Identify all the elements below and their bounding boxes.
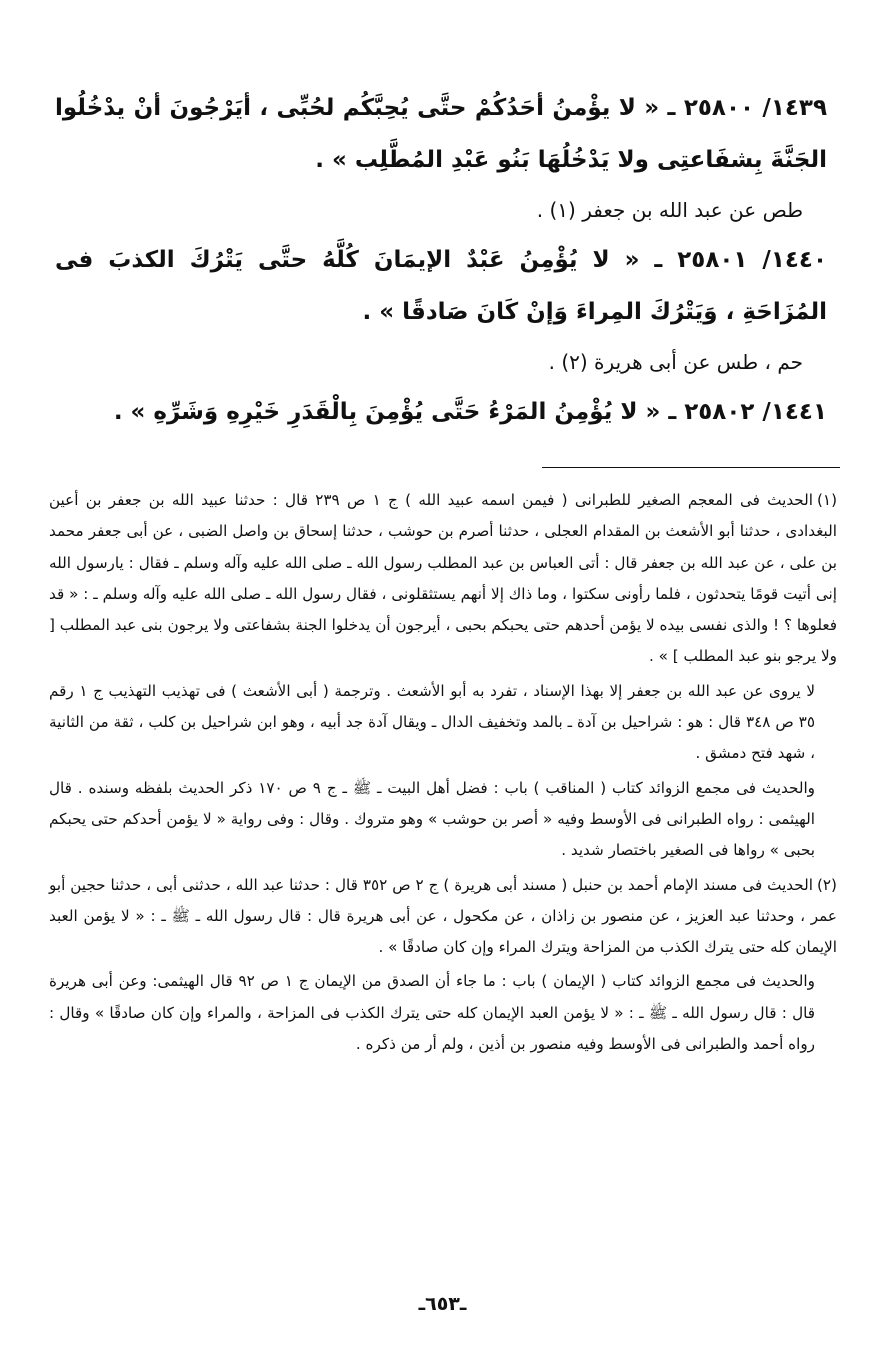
page-number: ـ٦٥٣ـ (418, 1293, 467, 1315)
footnote-2-text: الحديث فى مسند الإمام أحمد بن حنبل ( مسند أبى هريرة ) ج ٢ ص ٣٥٢ قال : حدثنا عبد الله ، حدثنى أبى ، حدثنا حجين أبو عمر ، وحدثنا عبد العزيز ، عن منصور بن زاذان ، عن مكحول ، عن أبى هريرة قال : قال رسول الله ـ ﷺ ـ : « لا يؤمن العبد الإيمان كله حتى يترك الكذب من المزاحة ويترك المراء وإن كان صادقًا » . (49, 875, 837, 957)
hadith-1440-source: حم ، طس عن أبى هريرة (٢) . (548, 350, 803, 374)
hadith-1441: ١٤٤١/ ٢٥٨٠٢ ـ « لا يُؤْمِنُ المَرْءُ حَتَّى يُؤْمِنَ بِالْقَدَرِ خَيْرِهِ وَشَرِّهِ » . (113, 399, 827, 425)
footnotes-section (49, 485, 837, 1063)
footnote-2-number: (٢) (816, 875, 837, 894)
footnote-divider (542, 467, 840, 468)
hadith-1440: ١٤٤٠/ ٢٥٨٠١ ـ « لا يُؤْمِنُ عَبْدٌ الإيمَانَ كُلَّهُ حتَّى يَتْرُكَ الكذبَ فى المُزَاحَةِ ، وَيَتْرُكَ المِراءَ وَإنْ كَانَ صَادقًا » . (55, 247, 827, 325)
footnote-1-paragraph-2: لا يروى عن عبد الله بن جعفر إلا بهذا الإسناد ، تفرد به أبو الأشعث . وترجمة ( أبى الأشعث ) فى تهذيب التهذيب ج ١ رقم ٣٥ ص ٣٤٨ قال : هو : شراحيل بن آدة ـ بالمد وتخفيف الدال ـ ويقال آدة جد أبيه ، وهو ابن شراحيل بن كلب ، ثقة من الثانية ، شهد فتح دمشق . (49, 681, 816, 763)
footnote-1 (49, 485, 837, 673)
footnote-1-paragraph-3: والحديث فى مجمع الزوائد كتاب ( المناقب ) باب : فضل أهل البيت ـ ﷺ ـ ج ٩ ص ١٧٠ ذكر الحديث بلفظه وسنده . قال الهيثمى : رواه الطبرانى فى الأوسط وفيه « أصر بن حوشب » وهو متروك . وقال : وفى رواية « لا يؤمن أحدكم حتى يحبكم بحبى » رواها فى الصغير باختصار شديد . (49, 778, 816, 860)
footnote-1-text: الحديث فى المعجم الصغير للطبرانى ( فيمن اسمه عبيد الله ) ج ١ ص ٢٣٩ قال : حدثنا عبيد الله بن جعفر بن أعين البغدادى ، حدثنا أبو الأشعث بن المقدام العجلى ، حدثنا أصرم بن حوشب ، حدثنا إسحاق بن واصل الضبى ، عن أبى جعفر محمد بن على ، عن عبد الله بن جعفر قال : أتى العباس بن عبد المطلب رسول الله ـ صلى الله عليه وآله وسلم ـ فقال : يارسول الله إنى أتيت قومًا يتحدثون ، فلما رأونى سكتوا ، وما ذاك إلا أنهم يستثقلونى ، فقال رسول الله ـ صلى الله عليه وآله وسلم ـ : « قد فعلوها ؟ ! والذى نفسى بيده لا يؤمن أحدهم حتى يحبكم بحبى ، أيرجون أن يدخلوا الجنة بشفاعتى ولا يرجون بنى عبد المطلب [ ولا يرجو بنو عبد المطلب ] » . (49, 491, 837, 666)
hadith-1439: ١٤٣٩/ ٢٥٨٠٠ ـ « لا يؤْمنُ أحَدُكُمْ حتَّى يُحِبَّكُم لحُبِّى ، أيَرْجُونَ أنْ يدْخُلُوا الجَنَّةَ بِشفَاعتِى ولا يَدْخُلُهَا بَنُو عَبْدِ المُطَّلِب » . (55, 95, 827, 173)
hadith-1439-source: طص عن عبد الله بن جعفر (١) . (536, 198, 803, 222)
footnote-2-paragraph-2: والحديث فى مجمع الزوائد كتاب ( الإيمان ) باب : ما جاء أن الصدق من الإيمان ج ١ ص ٩٢ قال الهيثمى: وعن أبى هريرة قال : قال رسول الله ـ ﷺ ـ : « لا يؤمن العبد الإيمان كله حتى يترك الكذب فى المزاحة ، والمراء وإن كان صادقًا » وقال : رواه أحمد والطبرانى فى الأوسط وفيه منصور بن أذين ، ولم أر من ذكره . (49, 972, 815, 1054)
footnote-1-number: (١) (816, 491, 837, 509)
footnote-2 (49, 870, 837, 964)
hadith-section (55, 82, 827, 438)
